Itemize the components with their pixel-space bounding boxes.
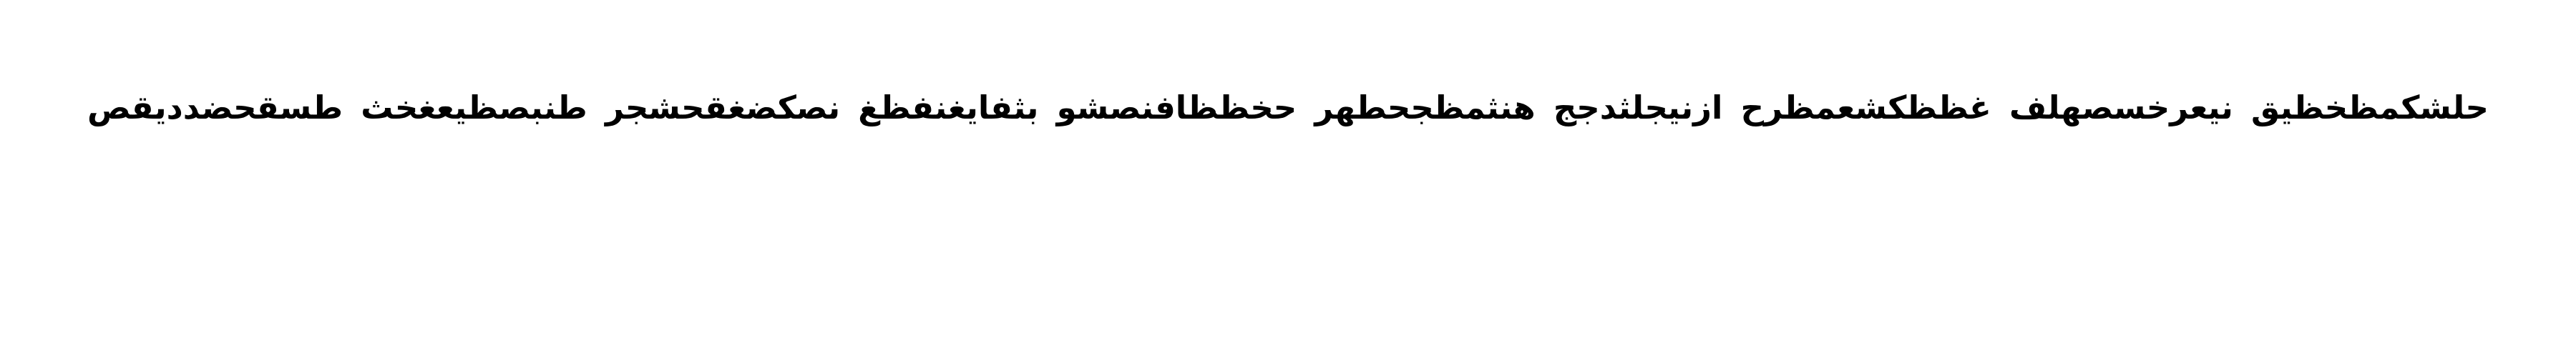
body-text-line: حلشكمظخظيق نيعرخسصهلف غظظكشعمظرح ازنيجلثدجج هنثمظجحطهر حخظظافنصشو بثفايغنفظغ نصكضغقحشجر طنبصظيعغخث طسقحضدديقص [87, 89, 2489, 126]
